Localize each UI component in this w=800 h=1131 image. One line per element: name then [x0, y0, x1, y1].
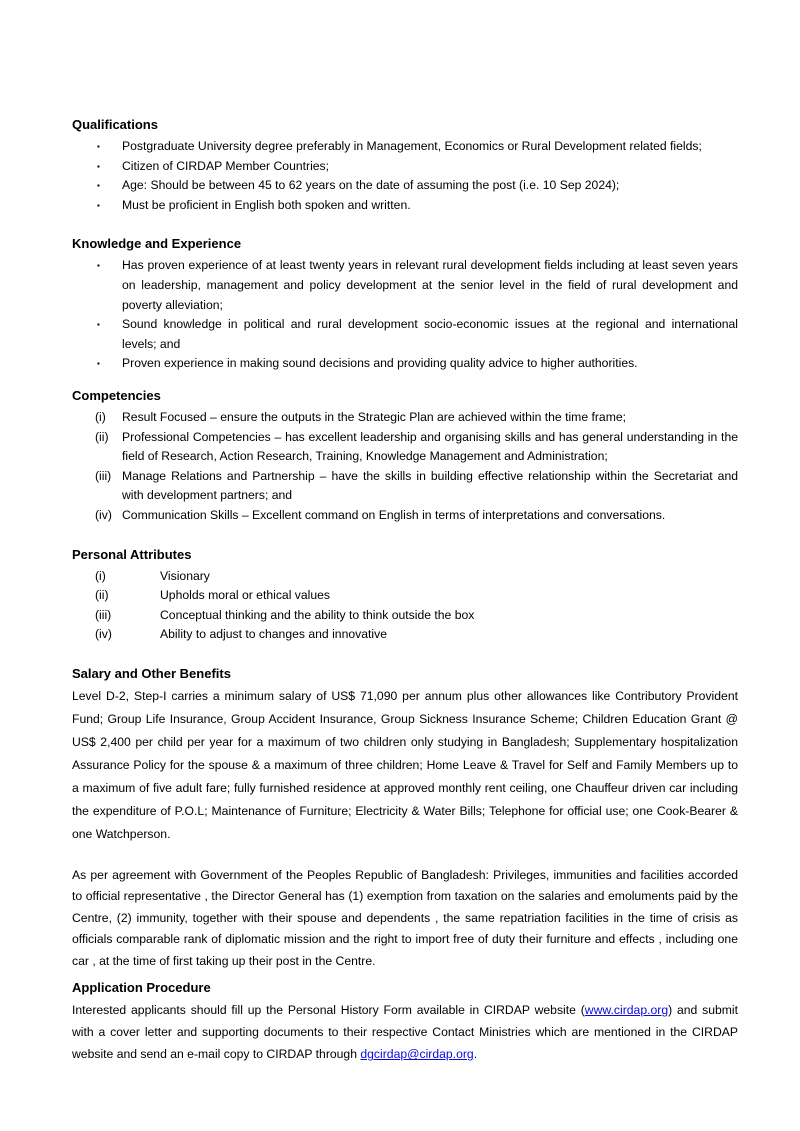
- item-number: (ii): [95, 588, 109, 603]
- item-number: (i): [95, 568, 106, 583]
- bullet-text: Citizen of CIRDAP Member Countries;: [122, 158, 330, 173]
- item-text: Professional Competencies – has excellent leadership and organising skills and has general understanding in the field of Research, Action Research, Training, Knowledge Management and Administration;: [122, 429, 738, 464]
- qualifications-list: [72, 137, 738, 215]
- bullet-text: Must be proficient in English both spoken and written.: [122, 197, 411, 212]
- privileges-paragraph: As per agreement with Government of the Peoples Republic of Bangladesh: Privileges, immunities and facilities accorded to official representative , the Director General has (1) exemption from taxation on the salaries and emoluments paid by the Centre, (2) immunity, together with their spouse and dependents , the same repatriation facilities in the time of crisis as officials comparable rank of diplomatic mission and the right to import free of duty their furniture and effects , including one car , at the time of first taking up their post in the Centre.: [72, 867, 738, 968]
- bullet-item: [72, 176, 738, 196]
- application-text-before: Interested applicants should fill up the Personal History Form available in CIRDAP website (: [72, 1003, 585, 1018]
- competencies-heading: Competencies: [72, 387, 161, 403]
- item-number: (iii): [95, 468, 112, 483]
- bullet-item: [72, 256, 738, 315]
- item-text: Result Focused – ensure the outputs in the Strategic Plan are achieved within the time frame;: [122, 409, 627, 424]
- item-number: (ii): [95, 429, 109, 444]
- square-bullet-icon: ▪: [97, 261, 100, 271]
- salary-heading: Salary and Other Benefits: [72, 665, 231, 681]
- bullet-item: [72, 157, 738, 177]
- item-text: Manage Relations and Partnership – have the skills in building effective relationship within the Secretariat and with development partners; and: [122, 468, 738, 503]
- bullet-item: [72, 196, 738, 216]
- item-number: (iii): [95, 607, 112, 622]
- list-item: [72, 408, 738, 428]
- bullet-item: [72, 354, 738, 374]
- cirdap-email-link[interactable]: dgcirdap@cirdap.org: [360, 1047, 474, 1062]
- square-bullet-icon: ▪: [97, 161, 100, 171]
- application-text-after: .: [473, 1047, 478, 1062]
- personal-attributes-heading: Personal Attributes: [72, 546, 192, 562]
- cirdap-website-link[interactable]: www.cirdap.org: [584, 1003, 669, 1018]
- knowledge-heading: Knowledge and Experience: [72, 236, 242, 252]
- square-bullet-icon: ▪: [97, 320, 100, 330]
- section-salary-benefits: [72, 666, 738, 846]
- section-competencies: [72, 388, 738, 526]
- list-item: [72, 428, 738, 467]
- list-item: [72, 467, 738, 506]
- item-number: (iv): [95, 507, 112, 522]
- section-personal-attributes: [72, 547, 738, 645]
- square-bullet-icon: ▪: [97, 200, 100, 210]
- item-text: Ability to adjust to changes and innovative: [160, 627, 387, 642]
- section-qualifications: [72, 117, 738, 215]
- bullet-text: Age: Should be between 45 to 62 years on the date of assuming the post (i.e. 10 Sep 2024);: [122, 178, 620, 193]
- list-item: [72, 567, 738, 587]
- section-knowledge-experience: [72, 236, 738, 374]
- list-item: [72, 625, 738, 645]
- item-text: Communication Skills – Excellent command on English in terms of interpretations and conversations.: [122, 507, 666, 522]
- bullet-text: Sound knowledge in political and rural development socio-economic issues at the regional and international levels; and: [122, 317, 738, 351]
- application-procedure-heading: Application Procedure: [72, 980, 211, 996]
- application-text-between: ) and submit with a cover letter and supporting documents to their respective Contact Ministries which are mentioned in the CIRDAP website and send an e-mail copy to CIRDAP through: [72, 1003, 739, 1062]
- bullet-text: Postgraduate University degree preferably in Management, Economics or Rural Development related fields;: [122, 139, 702, 153]
- square-bullet-icon: ▪: [97, 181, 100, 191]
- bullet-text: Proven experience in making sound decisions and providing quality advice to higher authorities.: [122, 356, 638, 371]
- qualifications-heading: Qualifications: [72, 117, 158, 132]
- bullet-item: [72, 315, 738, 354]
- item-number: (i): [95, 409, 106, 424]
- application-paragraph: [72, 999, 738, 1065]
- item-number: (iv): [95, 627, 112, 642]
- item-text: Upholds moral or ethical values: [160, 588, 331, 603]
- list-item: [72, 586, 738, 606]
- list-item: [72, 606, 738, 626]
- item-text: Conceptual thinking and the ability to think outside the box: [160, 607, 475, 622]
- square-bullet-icon: ▪: [97, 359, 100, 369]
- salary-paragraph: Level D-2, Step-I carries a minimum salary of US$ 71,090 per annum plus other allowances like Contributory Provident Fund; Group Life Insurance, Group Accident Insurance, Group Sickness Insurance Scheme; Children Education Grant @ US$ 2,400 per child per year for a maximum of two children only studying in Bangladesh; Supplementary hospitalization Assurance Policy for the spouse & a maximum of three children; Home Leave & Travel for Self and Family Members up to a maximum of five adult fare; fully furnished residence at approved monthly rent ceiling, one Chauffeur driven car including the expenditure of P.O.L; Maintenance of Furniture; Electricity & Water Bills; Telephone for official use; one Cook-Bearer & one Watchperson.: [72, 688, 738, 841]
- bullet-item: [72, 137, 738, 157]
- competencies-list: [72, 408, 738, 526]
- item-text: Visionary: [160, 568, 210, 583]
- personal-attributes-list: [72, 567, 738, 645]
- knowledge-list: [72, 256, 738, 374]
- section-application-procedure: [72, 980, 738, 1065]
- bullet-text: Has proven experience of at least twenty years in relevant rural development fields including at least seven years on leadership, management and policy development at the senior level in the field of rural development and poverty alleviation;: [122, 258, 738, 312]
- square-bullet-icon: ▪: [97, 142, 100, 151]
- list-item: [72, 506, 738, 526]
